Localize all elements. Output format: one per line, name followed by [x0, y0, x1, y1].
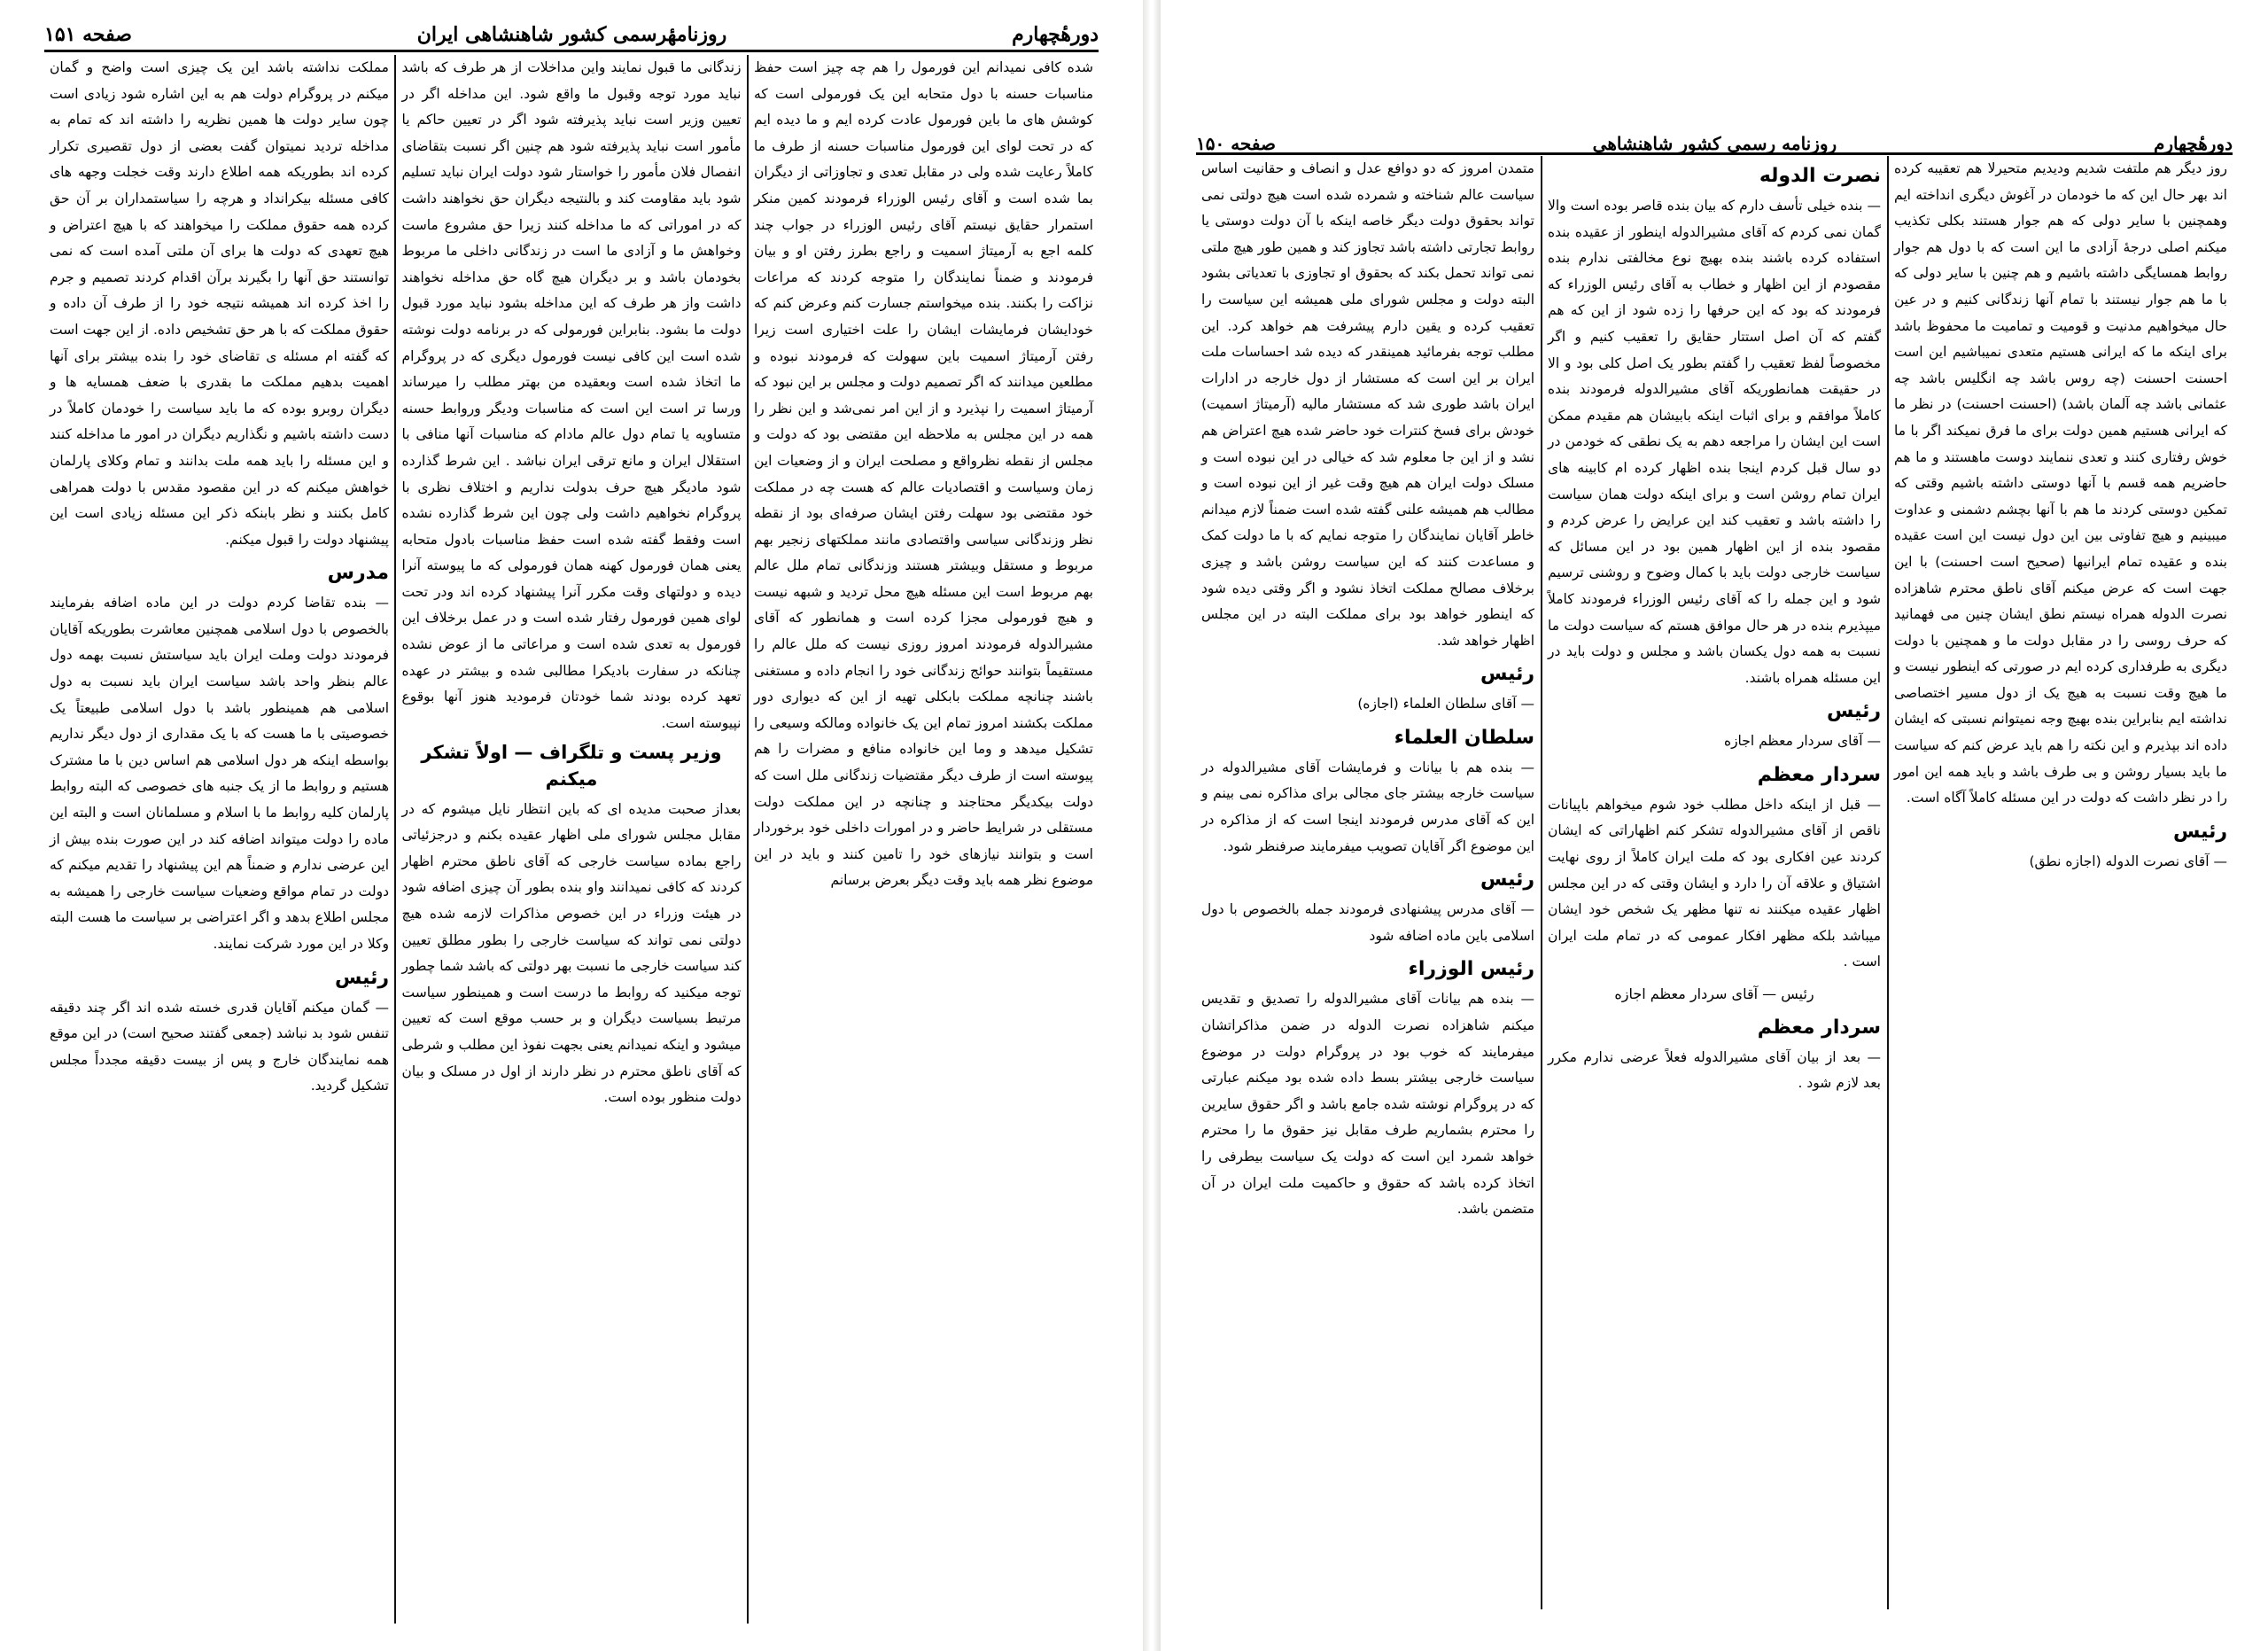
book-gutter [1143, 0, 1161, 1651]
left-page-volume: دورهٔچهارم [1012, 23, 1099, 46]
paragraph: — بعد از بیان آقای مشیرالدوله فعلاً عرضی ندارم مکرر بعد لازم شود . [1548, 1048, 1881, 1092]
speaker-name: نصرت الدوله [1759, 165, 1881, 187]
left-page-number: صفحه ۱۵۱ [44, 23, 132, 46]
left-columns [44, 55, 1099, 1624]
left-column-2 [397, 55, 747, 1624]
paragraph: — بنده تقاضا کردم دولت در این ماده اضافه بفرمایند بالخصوص با دول اسلامی همچنین معاشرت بطوریکه آقایان فرمودند دولت وملت ایران باید سیاستش نسبت بهمه دول عالم بنظر واحد باشد سیاست ایران باید نسبت به دول اسلامی هم همینطور باشد با دول اسلامی طبیعتاً یک خصوصیتی با ما هست که با یک مقداری از دول دیگر نداریم بواسطه اینکه هر دول اسلامی هم اساس دین با ما مشترک هستیم و روابط ما از یک جنبه های خصوصی که البته روابط پارلمان کلیه روابط ما با اسلام و مسلمانان است و البته این ماده را دولت میتواند اضافه کند در این صورت بنده بیش از این عرضی ندارم و ضمناً هم این پیشنهاد را تقدیم میکنم که دولت در تمام مواقع وضعیات سیاست خارجی را همیشه به مجلس اطلاع بدهد و اگر اعتراضی بر سیاست ما هست البته وکلا در این مورد شرکت نمایند. [50, 595, 389, 952]
right-page [1161, 0, 2268, 1651]
speaker-name: رئیس [1480, 663, 1534, 686]
right-column-3 [1196, 156, 1540, 1609]
paragraph: — قبل از اینکه داخل مطلب خود شوم میخواهم باپیانات ناقص از آقای مشیرالدوله تشکر کنم اظهاراتی که ایشان کردند عین افکاری بود که ملت ایران کاملاً از روی نهایت اشتیاق و علاقه آن را دارد و ایشان وقتی که در این مجلس اظهار عقیده میکنند نه تنها مظهر یک شخص خود ایشان میباشد بلکه مظهر افکار عمومی که در تمام ملت ایران است . [1548, 796, 1881, 970]
right-header-rule [1196, 152, 2233, 155]
paragraph: — آقای سردار معظم اجازه [1723, 733, 1881, 750]
centered-line: رئیس — آقای سردار معظم اجازه [1614, 985, 1814, 1003]
right-page-header [1196, 124, 2233, 154]
right-page-title: روزنامه رسمی کشور شاهنشاهی [1592, 133, 1837, 154]
paragraph: — بنده خیلی تأسف دارم که بیان بنده قاصر بوده است والا گمان نمی کردم که آقای مشیرالدوله اینطور از عقیده بنده استفاده کرده باشند بنده بهیچ نوع مخالفتی ندارم بنده مقصودم از این اظهار و خطاب به آقای رئیس الوزراء که فرمودند که بود که این حرفها را زده شود از این که هم گفتم که آن اصل استتار حقایق را تعقیب کنیم و اگر مخصوصاً لفظ تعقیب را گفتم بطور یک اصل کلی بود و الا در حقیقت همانطوریکه آقای مشیرالدوله فرمودند بنده کاملاً موافقم و برای اثبات اینکه بابیشان هم مقیدم ممکن است این ایشان را مراجعه دهم به یک نطقی که خودمن در دو سال قبل کردم اینجا بنده اظهار کرده ام کابینه های ایران تمام روشن است و برای اینکه دولت همان سیاست را داشته باشد و تعقیب کند این عرایض را عرض کردم و مقصود بنده از این اظهار همین بود در این مسائل که سیاست خارجی دولت باید با کمال وضوح و روشنی ترسیم شود و این جمله را که آقای رئیس الوزراء فرمودند کاملاً میپذیرم بنده در هر حال موافق هستم که سیاست دولت ما نسبت به همه دول یکسان باشد و مجلس و دولت باید در این مسئله همراه باشند. [1548, 198, 1881, 686]
right-column-1 [1889, 156, 2233, 1609]
speaker-name: رئیس [1480, 868, 1534, 892]
paragraph: مملکت نداشته باشد این یک چیزی است واضح و گمان میکنم در پروگرام دولت هم به این اشاره شود زیادی است چون سایر دولت ها همین نظریه را داشته اند که تمام به مداخله تردید نمیتوان گفت بعضی از دول تقصیری تکرار کرده اند بطوریکه همه اطلاع دارند وقت خجلت وجهه های کافی مسئله بیکرانداد و هرچه را سیاستمداران بر آن حق کرده همه حقوق مملکت را میخواهند که با هیچ اعتراض و هیچ تعهدی که دولت ها برای آن ملتی آمده است که نمی توانستند حق آنها را بگیرند برآن اقدام کردند تصمیم و جرم را اخذ کرده اند همیشه نتیجه خود را از طرف آن داده و حقوق مملکت که با هر حق تشخیص داده. از این جهت است که گفته ام مسئله ی تقاضای خود را بنده بیشتر برای آنها اهمیت بدهیم مملکت ما بقدری با ضعف همسایه ها و دیگران روبرو بوده که ما باید سیاست را خودمان کاملاً در دست داشته باشیم و نگذاریم دیگران در امور ما مداخله کنند و این مسئله را باید همه ملت بدانند و تمام وکلای پارلمان خواهش میکنم که در این مقصود مقدس با دولت همراهی کامل بکنند و نظر بابنکه ذکر این مسئله زیادی است این پیشنهاد دولت را قبول میکنم. [50, 59, 389, 548]
paragraph: — بنده هم بیانات آقای مشیرالدوله را تصدیق و تقدیس میکنم شاهزاده نصرت الدوله در ضمن مذاکراتشان میفرمایند که خوب بود در پروگرام دولت در موضوع سیاست خارجی بیشتر بسط داده شده بود میکنم عبارتی که در پروگرام نوشته شده جامع باشد و اگر حقوق سایرین را محترم بشماریم طرف مقابل نیز حقوق ما را محترم خواهد شمرد این است که دولت یک سیاست بیطرفی را اتخاذ کرده باشد که حقوق و حاکمیت ملت ایران در آن متضمن باشد. [1201, 991, 1534, 1218]
paragraph: — آقای نصرت الدوله (اجازه نطق) [2029, 853, 2227, 869]
paragraph: روز دیگر هم ملتفت شدیم ودیدیم متحیرلا هم تعقیبه کرده اند بهر حال این که ما خودمان در آغوش دیگری انداخته ایم وهمچنین با سایر دولی که هم جوار هستند بکلی تکذیب میکنم اصلی درجهٔ آزادی ما این است که با دول هم جوار روابط همسایگی داشته باشیم و هم چنین با سایر دولی که با ما هم جوار نیستند با تمام آنها زندگانی کنیم و در عین حال میخواهیم مدنیت و قومیت و تمامیت ما محفوظ باشد برای اینکه ما که ایرانی هستیم متعدی نمیباشیم این است احسنت احسنت (چه روس باشد چه انگلیس باشد چه عثمانی باشد چه آلمان باشد) (احسنت احسنت) در نظر ما که ایرانی هستیم همین دولت برای ما فرق نمیکند اگر با ما خوش رفتاری کنند و تعدی ننمایند دوست ماهستند و ما هم حاضریم همه قسم با آنها دوستی داشته باشیم وقتی که تمکین دوستی کردند ما هم با آنها بچشم دشمنی و عداوت میبینیم و هیچ تفاوتی بین این دول نیست این است عقیده بنده و عقیده تمام ایرانیها (صحیح است احسنت) با این جهت است که عرض میکنم آقای ناطق محترم شاهزاده نصرت الدوله همراه نیستم نطق ایشان چنین می فهمانید که حرف روسی را در مقابل دولت ما و همچنین با دولت دیگری به طرفداری کرده ایم در صورتی که اینطور نیست و ما هیچ وقت نسبت به هیچ یک از دول مسیر اختصاصی نداشته ایم بنابراین بنده بهیچ وجه نمیتوانم نسبتی که ایشان داده اند بپذیرم و این نکته را هم باید عرض کنم که سیاست ما باید بسیار روشن و بی طرف باشد و باید همه این امور را در نظر داشت که دولت در این مسئله کاملاً آگاه است. [1894, 160, 2227, 806]
speaker-name: رئیس الوزراء [1408, 958, 1534, 981]
paragraph: — بنده هم با بیانات و فرمایشات آقای مشیرالدوله در سیاست خارجه بیشتر جای مجالی برای مذاکره نمی بینم و این که آقای مدرس فرمودند اینجا است که از مذاکره در این موضوع اگر آقایان تصویب میفرمایند صرفنظر شود. [1201, 759, 1534, 854]
paragraph: — آقای مدرس پیشنهادی فرمودند جمله بالخصوص با دول اسلامی باین ماده اضافه شود [1201, 901, 1534, 944]
section-heading: وزیر پست و تلگراف — اولاً تشکر میکنم [421, 742, 722, 790]
paragraph: — آقای سلطان العلماء (اجازه) [1357, 696, 1534, 713]
speaker-name: سردار معظم [1757, 1016, 1881, 1039]
right-column-2 [1542, 156, 1886, 1609]
right-page-volume: دورهٔچهارم [2153, 133, 2233, 154]
left-column-3 [44, 55, 394, 1624]
speaker-name: سردار معظم [1757, 763, 1881, 786]
paragraph: شده کافی نمیدانم این فورمول را هم چه چیز است حفظ مناسبات حسنه با دول متحابه این یک فورمولی است که کوشش های ما باین فورمول عادت کرده ایم و ما دیده ایم که در تحت لوای این فورمول مناسبات حسنه از طرف ما کاملاً رعایت شده ولی در مقابل تعدی و تجاوزاتی از دیگران بما شده است و آقای رئیس الوزراء فرمودند کمین منکر استمرار حقایق نیستم آقای رئیس الوزراء در جواب چند کلمه اجع به آرمیتاژ اسمیت و راجع بطرز رفتن او و بیان فرمودند و ضمناً نمایندگان را متوجه کردند که مراعات نزاکت را بکنند. بنده میخواستم جسارت کنم وعرض کنم که خودایشان فرمایشات ایشان را علت اختیاری است زیرا رفتن آرمیتاژ اسمیت باین سهولت که فرمودند نبوده و مطلعین میدانند که اگر تصمیم دولت و مجلس بر این نبود که آرمیتاژ اسمیت را نپذیرد و از این امر نمی‌شد و این نظر را همه در این مجلس به ملاحظه این مقتضی بود که دولت و مجلس از نقطه نظرواقع و مصلحت ایران و از وضعیات این زمان وسیاست و اقتصادیات عالم که هست چه در مملکت خود مقتضی بود سهلت رفتن ایشان صرفه‌ای بود از نقطه نظر وزندگانی سیاسی واقتصادی مانند مملکتهای زنجیر بهم مربوط و مستقل وبیشتر هستند وزندگانی تمام ملل عالم بهم مربوط است این مسئله هیچ محل تردید و شبهه نیست و هیچ فورمولی مجزا کرده است و همانطور که آقای مشیرالدوله فرمودند امروز روزی نیست که ملل عالم را مستقیماً بتوانند حوائج زندگانی خود را انجام داده و مستغنی باشند چنانچه مملکت بابکلی تهیه از این که دیواری دور مملکت بکشند امروز تمام این یک خانواده ومالکه وسیعی را تشکیل میدهد و وما این خانواده منافع و مضرات را هم پیوسته است از طرف دیگر مقتضیات زندگانی ملل است که دولت بیکدیگر محتاجند و چنانچه در این مملکت دولت مستقلی در شرایط حاضر و در امورات داخلی خود برخوردار است و بتوانند نیازهای خود را تامین کنند و باید در این موضوع نظر همه باید وقت دیگر بعرض برسانم [754, 59, 1093, 889]
left-page-header [44, 16, 1099, 46]
speaker-name: رئیس [1826, 700, 1881, 723]
paragraph: متمدن امروز که دو دوافع عدل و انصاف و حقانیت اساس سیاست عالم شناخته و شمرده شده است هیچ دولتی نمی تواند بحقوق دولت دیگر خاصه اینکه با آن دولت دوستی یا روابط تجارتی داشته باشد تجاوز کند و همین طور هیچ ملتی نمی تواند تحمل بکند که بحقوق او تجاوزی با تعدیاتی بشود البته دولت و مجلس شورای ملی همیشه این سیاست را تعقیب کرده و یقین دارم پیشرفت هم خواهد کرد. این مطلب توجه بفرمائید همینقدر که دیده شد احساسات ملت ایران بر این است که مستشار از دول خارجه در ادارات ایران باشد طوری شد که مستشار مالیه (آرمیتاژ اسمیت) خودش برای فسخ کنترات خود حاضر شده هیچ اعتراض هم نشد و از این جا معلوم شد که خیالی در این نبوده است و مسلک دولت ایران هم هیچ وقت غیر از این نبوده است و مطالب هم همیشه علنی گفته شده است ضمناً لازم میدانم خاطر آقایان نمایندگان را متوجه نمایم که با ما دولت کمک و مساعدت کنند که این سیاست روشن باشد و چیزی برخلاف مصالح مملکت اتخاذ نشود و اگر وقتی دیده شود که اینطور خواهد بود برای مملکت البته در این مجلس اظهار خواهد شد. [1201, 160, 1534, 649]
paragraph: زندگانی ما قبول نمایند واین مداخلات از هر طرف که باشد نباید مورد توجه وقبول ما واقع شود. این مداخله اگر در تعیین وزیر است نباید پذیرفته شود اگر در تعیین حاکم یا مأمور است نباید پذیرفته شود هم چنین اگر نسبت بتقاضای انفصال فلان مأمور را خواستار شود دولت ایران نباید تسلیم شود باید مقاومت کند و بالنتیجه دیگران حق نخواهند داشت که در اموراتی که ما مداخله کنند زیرا حق مشروع ماست وخواهش ما و آزادی ما است در زندگانی داخلی ما مربوط بخودمان باشد و بر دیگران هیچ گاه حق مداخله نخواهند داشت واز هر طرف که این مداخله بشود نباید مورد قبول دولت ما بشود. بنابراین فورمولی که در برنامه دولت نوشته شده است این کافی نیست فورمول دیگری که در پروگرام ما اتخاذ شده است وبعقیده من بهتر مطلب را میرساند ورسا تر است این است که مناسبات ودیگر وروابط حسنه متساویه یا تمام دول عالم مادام که مناسبات آنها منافی با استقلال ایران و مانع ترقی ایران نباشد . این شرط گذارده شود مادیگر هیچ حرف بدولت نداریم و اختلاف نظری با پروگرام نخواهیم داشت ولی چون این شرط گذارده نشده است وفقط گفته شده است حفظ مناسبات بادول متحابه یعنی همان فورمول کهنه همان فورمولی که ما پیوسته آنرا دیده و دولتهای وقت مکرر آنرا پیشنهاد کرده اند ودر تحت لوای همین فورمول رفتار شده است و در عمل برخلاف این فورمول به تعدی شده است و مراعاتی ما از عوض نشده چنانکه در سفارت بادیکرا مطالبی شده و بیشتر در عهده تعهد کرده بودند شما خودتان فرمودید هنوز آنها بوقوع نپیوسته است. [401, 59, 742, 731]
paragraph: — گمان میکنم آقایان قدری خسته شده اند اگر چند دقیقه تنفس شود بد نباشد (جمعی گفتند صحیح است) در این موقع همه نمایندگان خارج و پس از بیست دقیقه مجدداً مجلس تشکیل گردید. [50, 999, 389, 1094]
right-columns [1196, 156, 2233, 1609]
speaker-name: رئیس [334, 966, 389, 989]
speaker-name: رئیس [2172, 820, 2227, 843]
right-page-number: صفحه ۱۵۰ [1196, 133, 1276, 154]
paragraph: بعداز صحبت مدیده ای که باین انتظار نایل میشوم که در مقابل مجلس شورای ملی اظهار عقیده بکنم و درجزئیاتی راجع بماده سیاست خارجی که آقای ناطق محترم اظهار کردند که کافی نمیدانند واو بنده بطور آن چیزی اضافه شود در هیئت وزراء در این خصوص مذاکرات لازمه شده هیچ دولتی نمی تواند که سیاست خارجی را بطور مطلق تعیین کند سیاست خارجی ما نسبت بهر دولتی که باشد شما چطور توجه میکنید که روابط ما درست است و همینطور سیاست مرتبط بسیاست دیگران و بر حسب موقع است که تعیین میشود و اینکه نمیدانم یعنی بجهت نفوذ این مطلب و شرطی که آقای ناطق محترم در نظر دارند از اول در مسلک و بیان دولت منظور بوده است. [401, 800, 742, 1106]
left-header-rule [44, 50, 1099, 52]
speaker-name: مدرس [327, 562, 389, 585]
left-page-title: روزنامهٔرسمی کشور شاهنشاهی ایران [416, 23, 727, 46]
left-column-1 [749, 55, 1099, 1624]
speaker-name: سلطان العلماء [1394, 726, 1534, 749]
